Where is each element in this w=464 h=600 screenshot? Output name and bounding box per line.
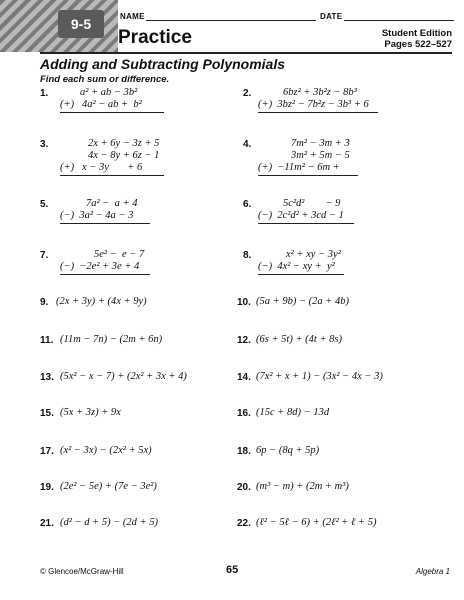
answer-rule	[60, 175, 164, 176]
problem-line: 3m² + 5m − 5	[291, 150, 350, 161]
problem-line: x² + xy − 3y²	[286, 249, 341, 260]
problem-line: (+) x − 3y + 6	[60, 162, 143, 173]
problem-number: 15.	[40, 408, 54, 419]
problem-expression: (ℓ² − 5ℓ − 6) + (2ℓ² + ℓ + 5)	[256, 517, 377, 528]
problem-expression: (2e² − 5e) + (7e − 3e²)	[60, 481, 157, 492]
problem-number: 6.	[243, 199, 252, 210]
problem-number: 22.	[237, 518, 251, 529]
problem-expression: (11m − 7n) − (2m + 6n)	[60, 334, 163, 345]
problem-number: 21.	[40, 518, 54, 529]
problem-number: 7.	[40, 250, 49, 261]
answer-rule	[258, 112, 378, 113]
answer-rule	[60, 223, 150, 224]
course-name: Algebra 1	[415, 567, 450, 576]
problem-line: a² + ab − 3b²	[80, 87, 138, 98]
problem-line: (−) 3a² − 4a − 3	[60, 210, 134, 221]
edition-info	[382, 28, 452, 50]
problem-number: 1.	[40, 88, 49, 99]
problem-expression: (7x² + x + 1) − (3x² − 4x − 3)	[256, 371, 383, 382]
pages-line: Pages 522–527	[384, 39, 452, 50]
problem-number: 13.	[40, 372, 54, 383]
problem-number: 11.	[40, 335, 54, 346]
problem-number: 9.	[40, 297, 49, 308]
name-label: NAME	[120, 12, 145, 21]
problem-expression: (d² − d + 5) − (2d + 5)	[60, 517, 158, 528]
problem-number: 16.	[237, 408, 251, 419]
problem-line: 6bz² + 3b²z − 8b³	[283, 87, 357, 98]
problem-line: (−) −2e² + 3e + 4	[60, 261, 140, 272]
problem-number: 8.	[243, 250, 252, 261]
answer-rule	[60, 112, 164, 113]
problem-number: 20.	[237, 482, 251, 493]
problem-expression: (5x² − x − 7) + (2x² + 3x + 4)	[60, 371, 187, 382]
problem-expression: (6s + 5t) + (4t + 8s)	[256, 334, 342, 345]
answer-rule	[258, 274, 344, 275]
problem-expression: (15c + 8d) − 13d	[256, 407, 330, 418]
section-title: Adding and Subtracting Polynomials	[40, 56, 286, 72]
problem-line: 7a² − a + 4	[86, 198, 138, 209]
problem-line: 7m² − 3m + 3	[291, 138, 350, 149]
problem-expression: (x² − 3x) − (2x² + 5x)	[60, 445, 152, 456]
problem-expression: 6p − (8q + 5p)	[256, 445, 320, 456]
answer-rule	[258, 175, 358, 176]
problem-number: 10.	[237, 297, 251, 308]
date-field[interactable]	[344, 20, 454, 21]
problem-line: (−) 2c²d² + 3cd − 1	[258, 210, 344, 221]
date-label: DATE	[320, 12, 343, 21]
problem-number: 17.	[40, 446, 54, 457]
copyright: © Glencoe/McGraw-Hill	[40, 567, 124, 576]
page-number: 65	[226, 564, 239, 576]
problem-line: 2x + 6y − 3z + 5	[88, 138, 160, 149]
problem-number: 4.	[243, 139, 252, 150]
answer-rule	[258, 223, 354, 224]
name-field[interactable]	[146, 20, 316, 21]
problem-number: 14.	[237, 372, 251, 383]
lesson-badge: 9-5	[58, 10, 104, 38]
page-title: Practice	[118, 27, 192, 48]
edition-line: Student Edition	[381, 28, 452, 39]
problem-expression: (2x + 3y) + (4x + 9y)	[56, 296, 147, 307]
problem-line: (+) 3bz² − 7b²z − 3b³ + 6	[258, 99, 369, 110]
problem-number: 18.	[237, 446, 251, 457]
title-rule	[40, 52, 452, 54]
problem-expression: (m³ − m) + (2m + m³)	[256, 481, 349, 492]
problem-line: 5e² − e − 7	[94, 249, 145, 260]
instructions: Find each sum or difference.	[40, 74, 170, 85]
problem-number: 2.	[243, 88, 252, 99]
problem-expression: (5a + 9b) − (2a + 4b)	[256, 296, 349, 307]
problem-number: 5.	[40, 199, 49, 210]
problem-expression: (5x + 3z) + 9x	[60, 407, 121, 418]
problem-line: 4x − 8y + 6z − 1	[88, 150, 160, 161]
problem-line: (+) 4a² − ab + b²	[60, 99, 142, 110]
answer-rule	[60, 274, 150, 275]
problem-number: 19.	[40, 482, 54, 493]
problem-number: 12.	[237, 335, 251, 346]
problem-number: 3.	[40, 139, 49, 150]
problem-line: 5c²d² − 9	[283, 198, 341, 209]
problem-line: (+) −11m² − 6m +	[258, 162, 340, 173]
problem-line: (−) 4x² − xy + y²	[258, 261, 335, 272]
